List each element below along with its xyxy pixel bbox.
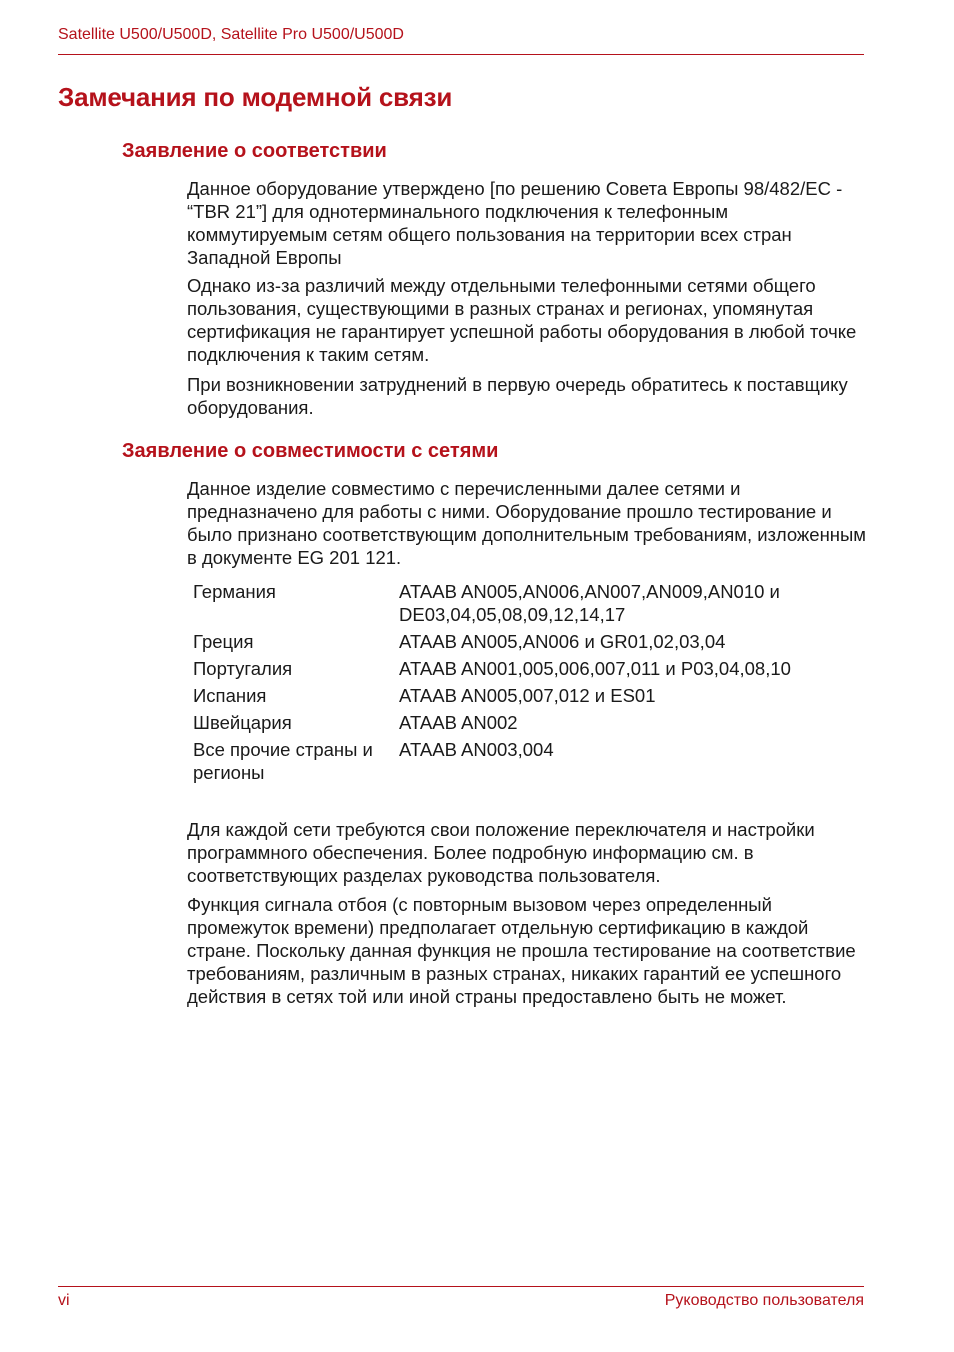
networks-cell: ATAAB AN005,AN006 и GR01,02,03,04 [399, 631, 726, 652]
paragraph: При возникновении затруднений в первую очередь обратитесь к поставщику оборудования. [187, 374, 848, 418]
networks-cell: ATAAB AN001,005,006,007,011 и P03,04,08,10 [399, 658, 791, 679]
table-row [193, 657, 853, 680]
network-table [193, 580, 853, 788]
section-heading-compliance: Заявление о соответствии [122, 140, 387, 162]
networks-cell: ATAAB AN003,004 [399, 739, 554, 760]
page-title: Замечания по модемной связи [58, 82, 453, 112]
table-row [193, 580, 853, 626]
footer-rule [58, 1286, 864, 1287]
paragraph: Данное оборудование утверждено [по решению Совета Европы 98/482/EC - “TBR 21”] для однотерминального подключения к телефонным коммутируемым сетям общего пользования на территории всех стран Западной Европы [187, 178, 843, 268]
country-cell: Португалия [193, 658, 293, 679]
country-cell: Германия [193, 581, 276, 602]
paragraph: Для каждой сети требуются свои положение переключателя и настройки программного обеспечения. Более подробную информацию см. в соответствующих разделах руководства пользователя. [187, 819, 815, 886]
section-heading-network-compat: Заявление о совместимости с сетями [122, 440, 499, 462]
table-row [193, 630, 853, 653]
country-cell: Испания [193, 685, 267, 706]
footer-doc-title: Руководство пользователя [664, 1292, 864, 1309]
running-header: Satellite U500/U500D, Satellite Pro U500/U500D [58, 26, 404, 43]
paragraph: Данное изделие совместимо с перечисленными далее сетями и предназначено для работы с ними. Оборудование прошло тестирование и было признано соответствующим дополнительным требованиям, изложенным в документе EG 201 121. [187, 478, 867, 568]
country-cell: Швейцария [193, 712, 292, 733]
country-cell: Греция [193, 631, 254, 652]
networks-cell: ATAAB AN005,AN006,AN007,AN009,AN010 и DE03,04,05,08,09,12,14,17 [399, 581, 780, 625]
country-cell: Все прочие страны и регионы [193, 739, 373, 783]
networks-cell: ATAAB AN005,007,012 и ES01 [399, 685, 656, 706]
table-row [193, 711, 853, 734]
page-number: vi [58, 1292, 70, 1309]
paragraph: Однако из-за различий между отдельными телефонными сетями общего пользования, существующими в разных странах и регионах, упомянутая сертификация не гарантирует успешной работы оборудования в любой точке подключения к таким сетям. [187, 275, 857, 365]
header-rule [58, 54, 864, 55]
networks-cell: ATAAB AN002 [399, 712, 518, 733]
table-row [193, 738, 853, 784]
paragraph: Функция сигнала отбоя (с повторным вызовом через определенный промежуток времени) предполагает отдельную сертификацию в каждой стране. Поскольку данная функция не прошла тестирование на соответствие требованиям, различным в разных странах, никаких гарантий ее успешного действия в сетях той или иной страны предоставлено быть не может. [187, 894, 856, 1007]
table-row [193, 684, 853, 707]
